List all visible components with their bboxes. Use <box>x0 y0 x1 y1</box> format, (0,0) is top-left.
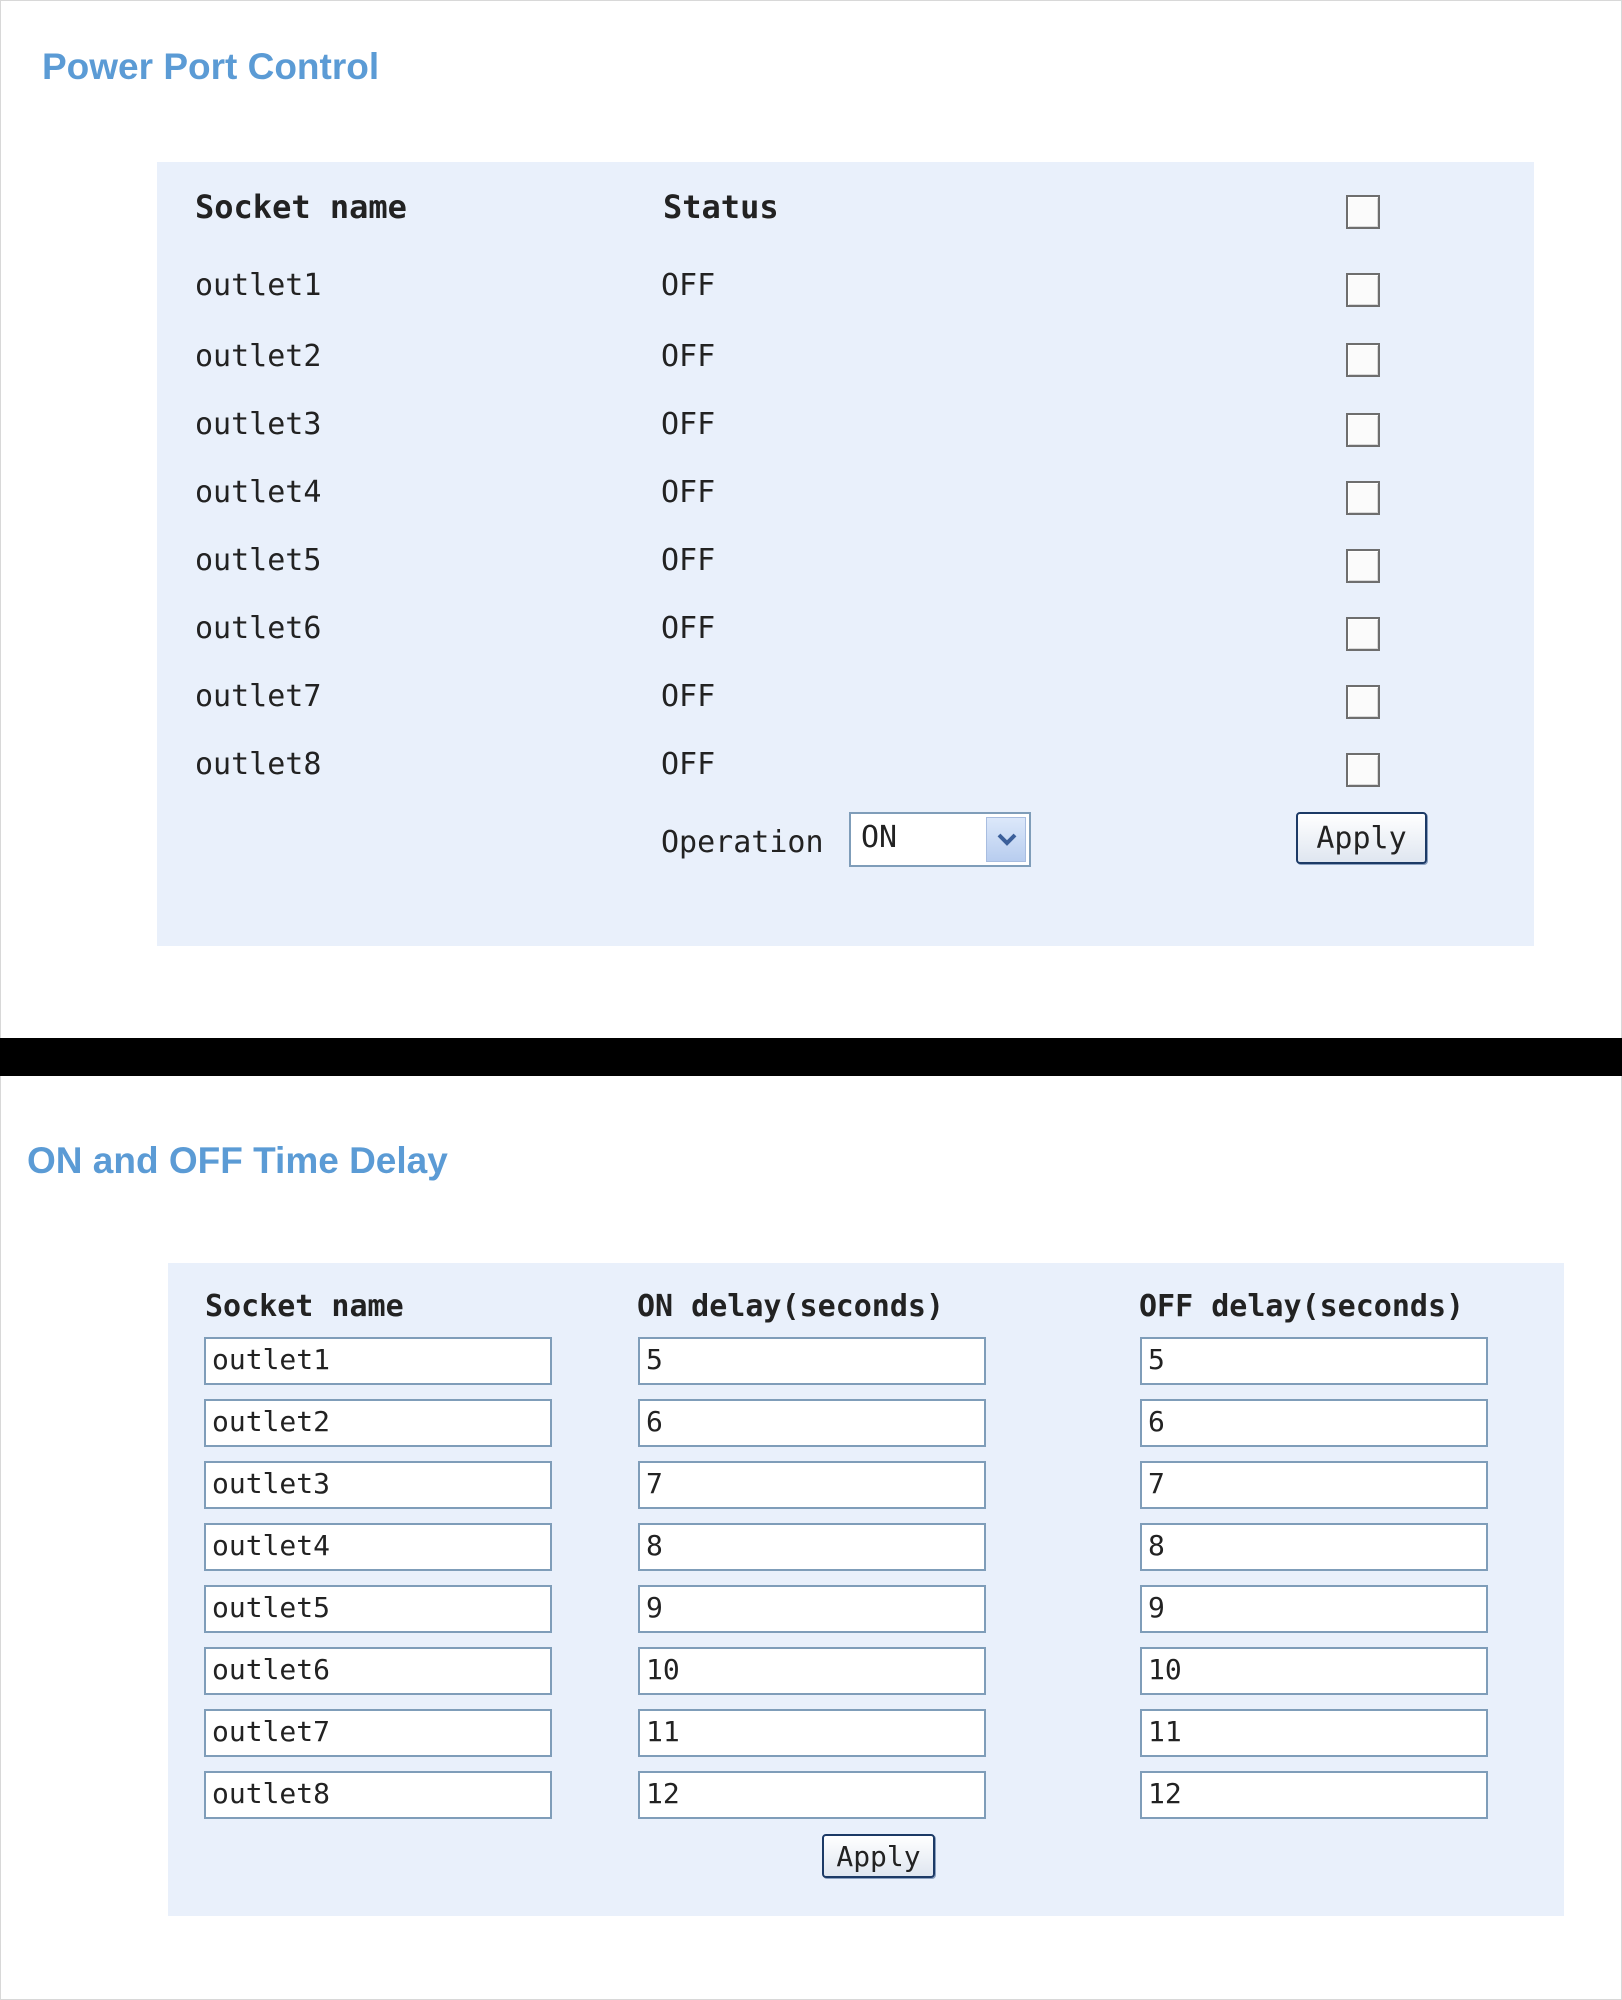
header-off-delay: OFF delay(seconds) <box>1139 1289 1465 1324</box>
header-status: Status <box>663 188 779 226</box>
chevron-down-icon[interactable] <box>986 817 1026 862</box>
socket-status: OFF <box>661 268 716 303</box>
socket-checkbox[interactable] <box>1346 685 1380 719</box>
on-delay-field[interactable]: 5 <box>638 1337 986 1385</box>
on-delay-field[interactable]: 7 <box>638 1461 986 1509</box>
header-socket-name: Socket name <box>195 188 407 226</box>
socket-checkbox[interactable] <box>1346 617 1380 651</box>
header-on-delay: ON delay(seconds) <box>637 1289 945 1324</box>
socket-checkbox[interactable] <box>1346 413 1380 447</box>
socket-name-field[interactable]: outlet8 <box>204 1771 552 1819</box>
off-delay-field[interactable]: 11 <box>1140 1709 1488 1757</box>
operation-select[interactable] <box>849 812 1031 867</box>
on-delay-field[interactable]: 6 <box>638 1399 986 1447</box>
socket-status: OFF <box>661 747 716 782</box>
socket-name: outlet4 <box>195 475 322 510</box>
off-delay-field[interactable]: 12 <box>1140 1771 1488 1819</box>
header-socket-name: Socket name <box>205 1289 404 1324</box>
off-delay-field[interactable]: 10 <box>1140 1647 1488 1695</box>
socket-name: outlet8 <box>195 747 322 782</box>
socket-name: outlet2 <box>195 339 322 374</box>
socket-checkbox[interactable] <box>1346 481 1380 515</box>
socket-status: OFF <box>661 407 716 442</box>
socket-checkbox[interactable] <box>1346 549 1380 583</box>
time-delay-title: ON and OFF Time Delay <box>27 1140 448 1181</box>
on-delay-field[interactable]: 11 <box>638 1709 986 1757</box>
delay-apply-button[interactable]: Apply <box>822 1834 935 1878</box>
on-delay-field[interactable]: 8 <box>638 1523 986 1571</box>
socket-name: outlet7 <box>195 679 322 714</box>
socket-status: OFF <box>661 339 716 374</box>
socket-status: OFF <box>661 475 716 510</box>
socket-name-field[interactable]: outlet3 <box>204 1461 552 1509</box>
socket-status: OFF <box>661 679 716 714</box>
on-delay-field[interactable]: 10 <box>638 1647 986 1695</box>
power-control-title: Power Port Control <box>42 46 380 87</box>
socket-name: outlet6 <box>195 611 322 646</box>
off-delay-field[interactable]: 8 <box>1140 1523 1488 1571</box>
socket-name-field[interactable]: outlet6 <box>204 1647 552 1695</box>
socket-name: outlet1 <box>195 268 322 303</box>
on-delay-field[interactable]: 9 <box>638 1585 986 1633</box>
on-delay-field[interactable]: 12 <box>638 1771 986 1819</box>
socket-status: OFF <box>661 611 716 646</box>
power-apply-button[interactable]: Apply <box>1296 812 1427 864</box>
off-delay-field[interactable]: 5 <box>1140 1337 1488 1385</box>
socket-checkbox[interactable] <box>1346 753 1380 787</box>
socket-name-field[interactable]: outlet7 <box>204 1709 552 1757</box>
socket-name: outlet5 <box>195 543 322 578</box>
off-delay-field[interactable]: 6 <box>1140 1399 1488 1447</box>
socket-name: outlet3 <box>195 407 322 442</box>
operation-select-value: ON <box>861 820 898 855</box>
socket-name-field[interactable]: outlet4 <box>204 1523 552 1571</box>
socket-checkbox[interactable] <box>1346 273 1380 307</box>
socket-name-field[interactable]: outlet2 <box>204 1399 552 1447</box>
operation-label: Operation <box>661 825 824 860</box>
section-divider <box>0 1038 1622 1076</box>
socket-checkbox[interactable] <box>1346 343 1380 377</box>
socket-name-field[interactable]: outlet5 <box>204 1585 552 1633</box>
socket-name-field[interactable]: outlet1 <box>204 1337 552 1385</box>
select-all-checkbox[interactable] <box>1346 195 1380 229</box>
off-delay-field[interactable]: 9 <box>1140 1585 1488 1633</box>
off-delay-field[interactable]: 7 <box>1140 1461 1488 1509</box>
socket-status: OFF <box>661 543 716 578</box>
